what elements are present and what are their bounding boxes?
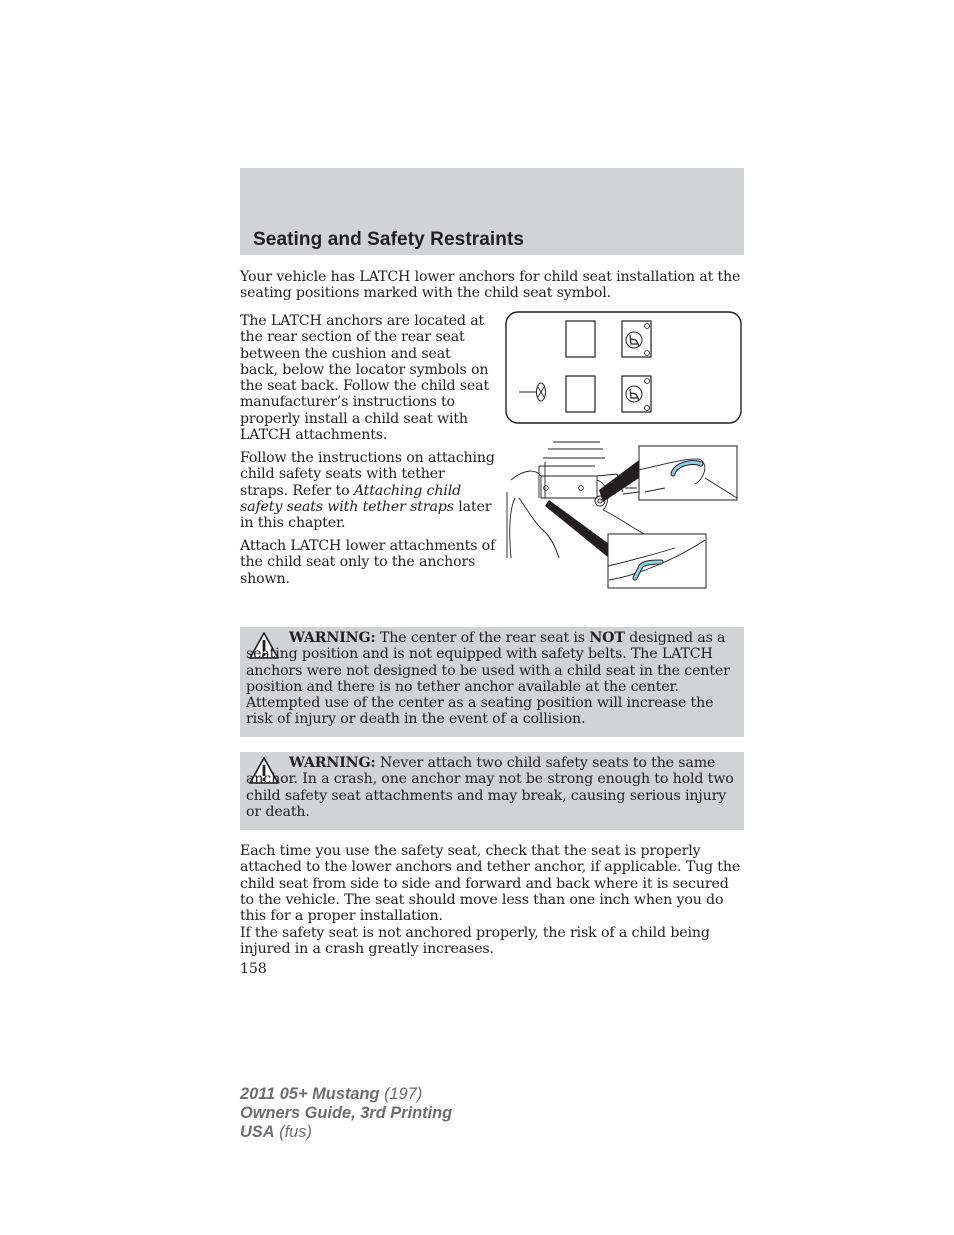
risk-paragraph: If the safety seat is not anchored properly, the risk of a child being injured in a crash greatly increases. xyxy=(240,925,710,958)
footer-region-code: (fus) xyxy=(274,1123,312,1141)
footer-guide: Owners Guide, 3rd Printing xyxy=(240,1104,453,1122)
warning-label: WARNING: xyxy=(289,630,376,646)
tether-reference-link: Attaching child safety seats with tether straps xyxy=(240,482,462,515)
warning-text-center-seat: WARNING: The center of the rear seat is NOT designed as a seating position and is not equipped with safety belts. The LATCH anchors were not designed to be used with a child seat in the center position and there is no tether anchor available at the center. Attempted use of the center as a seating position will increase the risk of injury or death in the event of a collision. xyxy=(246,630,730,728)
warning-box-two-seats xyxy=(240,752,744,830)
anchor-location-paragraph: The LATCH anchors are located at the rear section of the rear seat between the cushion and seat back, below the locator symbols on the seat back. Follow the child seat manufacturer’s instructions to properly install a child seat with LATCH attachments. xyxy=(240,313,490,444)
warning-box-center-seat xyxy=(240,627,744,737)
seat-back-symbols-figure xyxy=(505,311,743,425)
warning-text-two-seats: WARNING: Never attach two child safety seats to the same anchor. In a crash, one anchor may not be strong enough to hold two child safety seat attachments and may break, causing serious injury or death. xyxy=(246,755,734,820)
section-title: Seating and Safety Restraints xyxy=(253,229,525,250)
warning-emphasis: NOT xyxy=(589,630,625,646)
warning-label: WARNING: xyxy=(289,755,376,771)
page-number: 158 xyxy=(240,961,267,977)
tether-paragraph xyxy=(240,450,496,531)
footer-model: 2011 05+ Mustang xyxy=(240,1085,380,1103)
tether-text-b: later in this chapter. xyxy=(240,498,492,532)
child-seat-symbol-icon xyxy=(622,321,651,357)
rear-seat-anchor-figure xyxy=(505,440,741,592)
attach-paragraph: Attach LATCH lower attachments of the child seat only to the anchors shown. xyxy=(240,538,496,587)
section-header-band xyxy=(240,168,744,255)
footer-region: USA xyxy=(240,1123,275,1141)
footer-model-code: (197) xyxy=(379,1085,423,1103)
installation-check-paragraph: Each time you use the safety seat, check that the seat is properly attached to the lower anchors and tether anchor, if applicable. Tug the child seat from side to side and forward and back where it is secured to the vehicle. The seat should move less than one inch when you do this for a proper installation. xyxy=(240,843,741,925)
intro-paragraph: Your vehicle has LATCH lower anchors for child seat installation at the seating positions marked with the child seat symbol. xyxy=(240,269,741,302)
document-footer xyxy=(240,1085,452,1142)
tether-text-a: Follow the instructions on attaching child safety seats with tether straps. Refer to xyxy=(240,450,495,499)
child-seat-symbol-icon xyxy=(622,376,651,412)
